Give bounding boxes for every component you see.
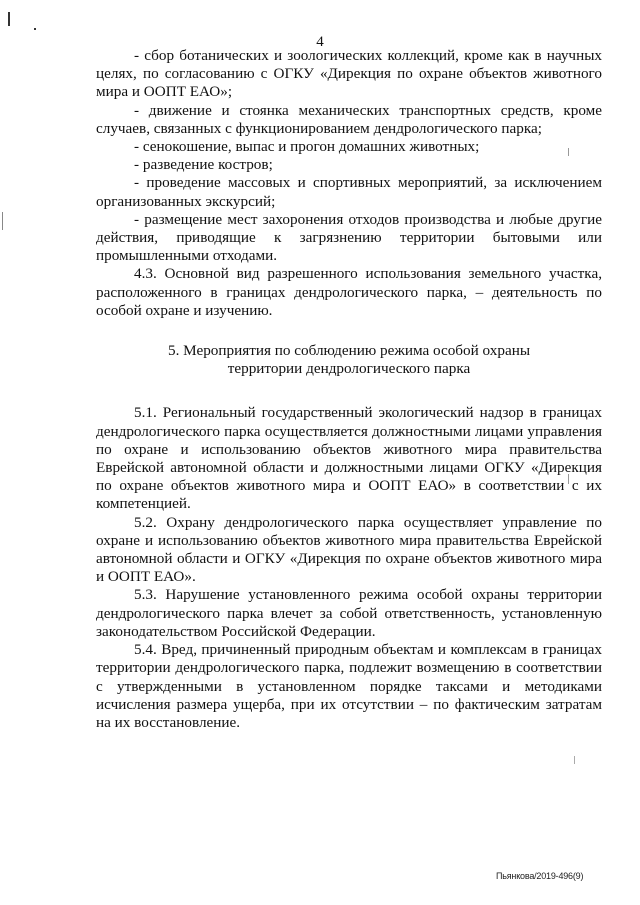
body-paragraph: 5.1. Региональный государственный экологический надзор в границах дендрологического парка осуществляется должностными лицами управления по охране и использованию объектов животного мира правительства Еврейской автономной области и должностными лицами ОГКУ «Дирекция по охране объектов животного мира и ООПТ ЕАО» в соответствии с их компетенцией. <box>96 404 602 513</box>
scan-artifact <box>574 756 575 764</box>
section-heading <box>96 342 602 378</box>
body-paragraph: 5.2. Охрану дендрологического парка осуществляет управление по охране и использованию объектов животного мира правительства Еврейской автономной области и ОГКУ «Дирекция по охране объектов животного мира и ООПТ ЕАО». <box>96 513 602 586</box>
footer-document-code: Пьянкова/2019-496(9) <box>496 871 584 881</box>
scan-artifact <box>8 12 10 26</box>
scan-artifact <box>34 28 36 30</box>
body-paragraph: - движение и стоянка механических транспортных средств, кроме случаев, связанных с функционированием дендрологического парка; <box>96 101 602 137</box>
body-paragraph: - сенокошение, выпас и прогон домашних животных; <box>134 138 480 156</box>
section-heading-line: 5. Мероприятия по соблюдению режима особой охраны <box>167 342 531 360</box>
body-paragraph: - проведение массовых и спортивных мероприятий, за исключением организованных экскурсий; <box>96 174 602 210</box>
body-paragraph: - размещение мест захоронения отходов производства и любые другие действия, приводящие к загрязнению территории бытовыми или промышленными отходами. <box>96 210 602 265</box>
body-paragraph: - разведение костров; <box>134 156 273 174</box>
body-paragraph: 5.3. Нарушение установленного режима особой охраны территории дендрологического парка влечет за собой ответственность, установленную законодательством Российской Федерации. <box>96 586 602 640</box>
section-heading-line: территории дендрологического парка <box>227 360 471 378</box>
body-paragraph: 5.4. Вред, причиненный природным объектам и комплексам в границах территории дендрологического парка, подлежит возмещению в соответствии с утвержденными в установленном порядке таксами и методиками исчисления размера ущерба, при их отсутствии – по фактическим затратам на их восстановление. <box>96 641 602 731</box>
page-number: 4 <box>316 34 324 50</box>
scan-artifact <box>2 212 3 230</box>
body-paragraph: 4.3. Основной вид разрешенного использования земельного участка, расположенного в границах дендрологического парка, – деятельность по особой охране и изучению. <box>96 265 602 319</box>
document-body <box>96 47 602 732</box>
body-paragraph: - сбор ботанических и зоологических коллекций, кроме как в научных целях, по согласованию с ОГКУ «Дирекция по охране объектов животного мира и ООПТ ЕАО»; <box>96 47 602 101</box>
